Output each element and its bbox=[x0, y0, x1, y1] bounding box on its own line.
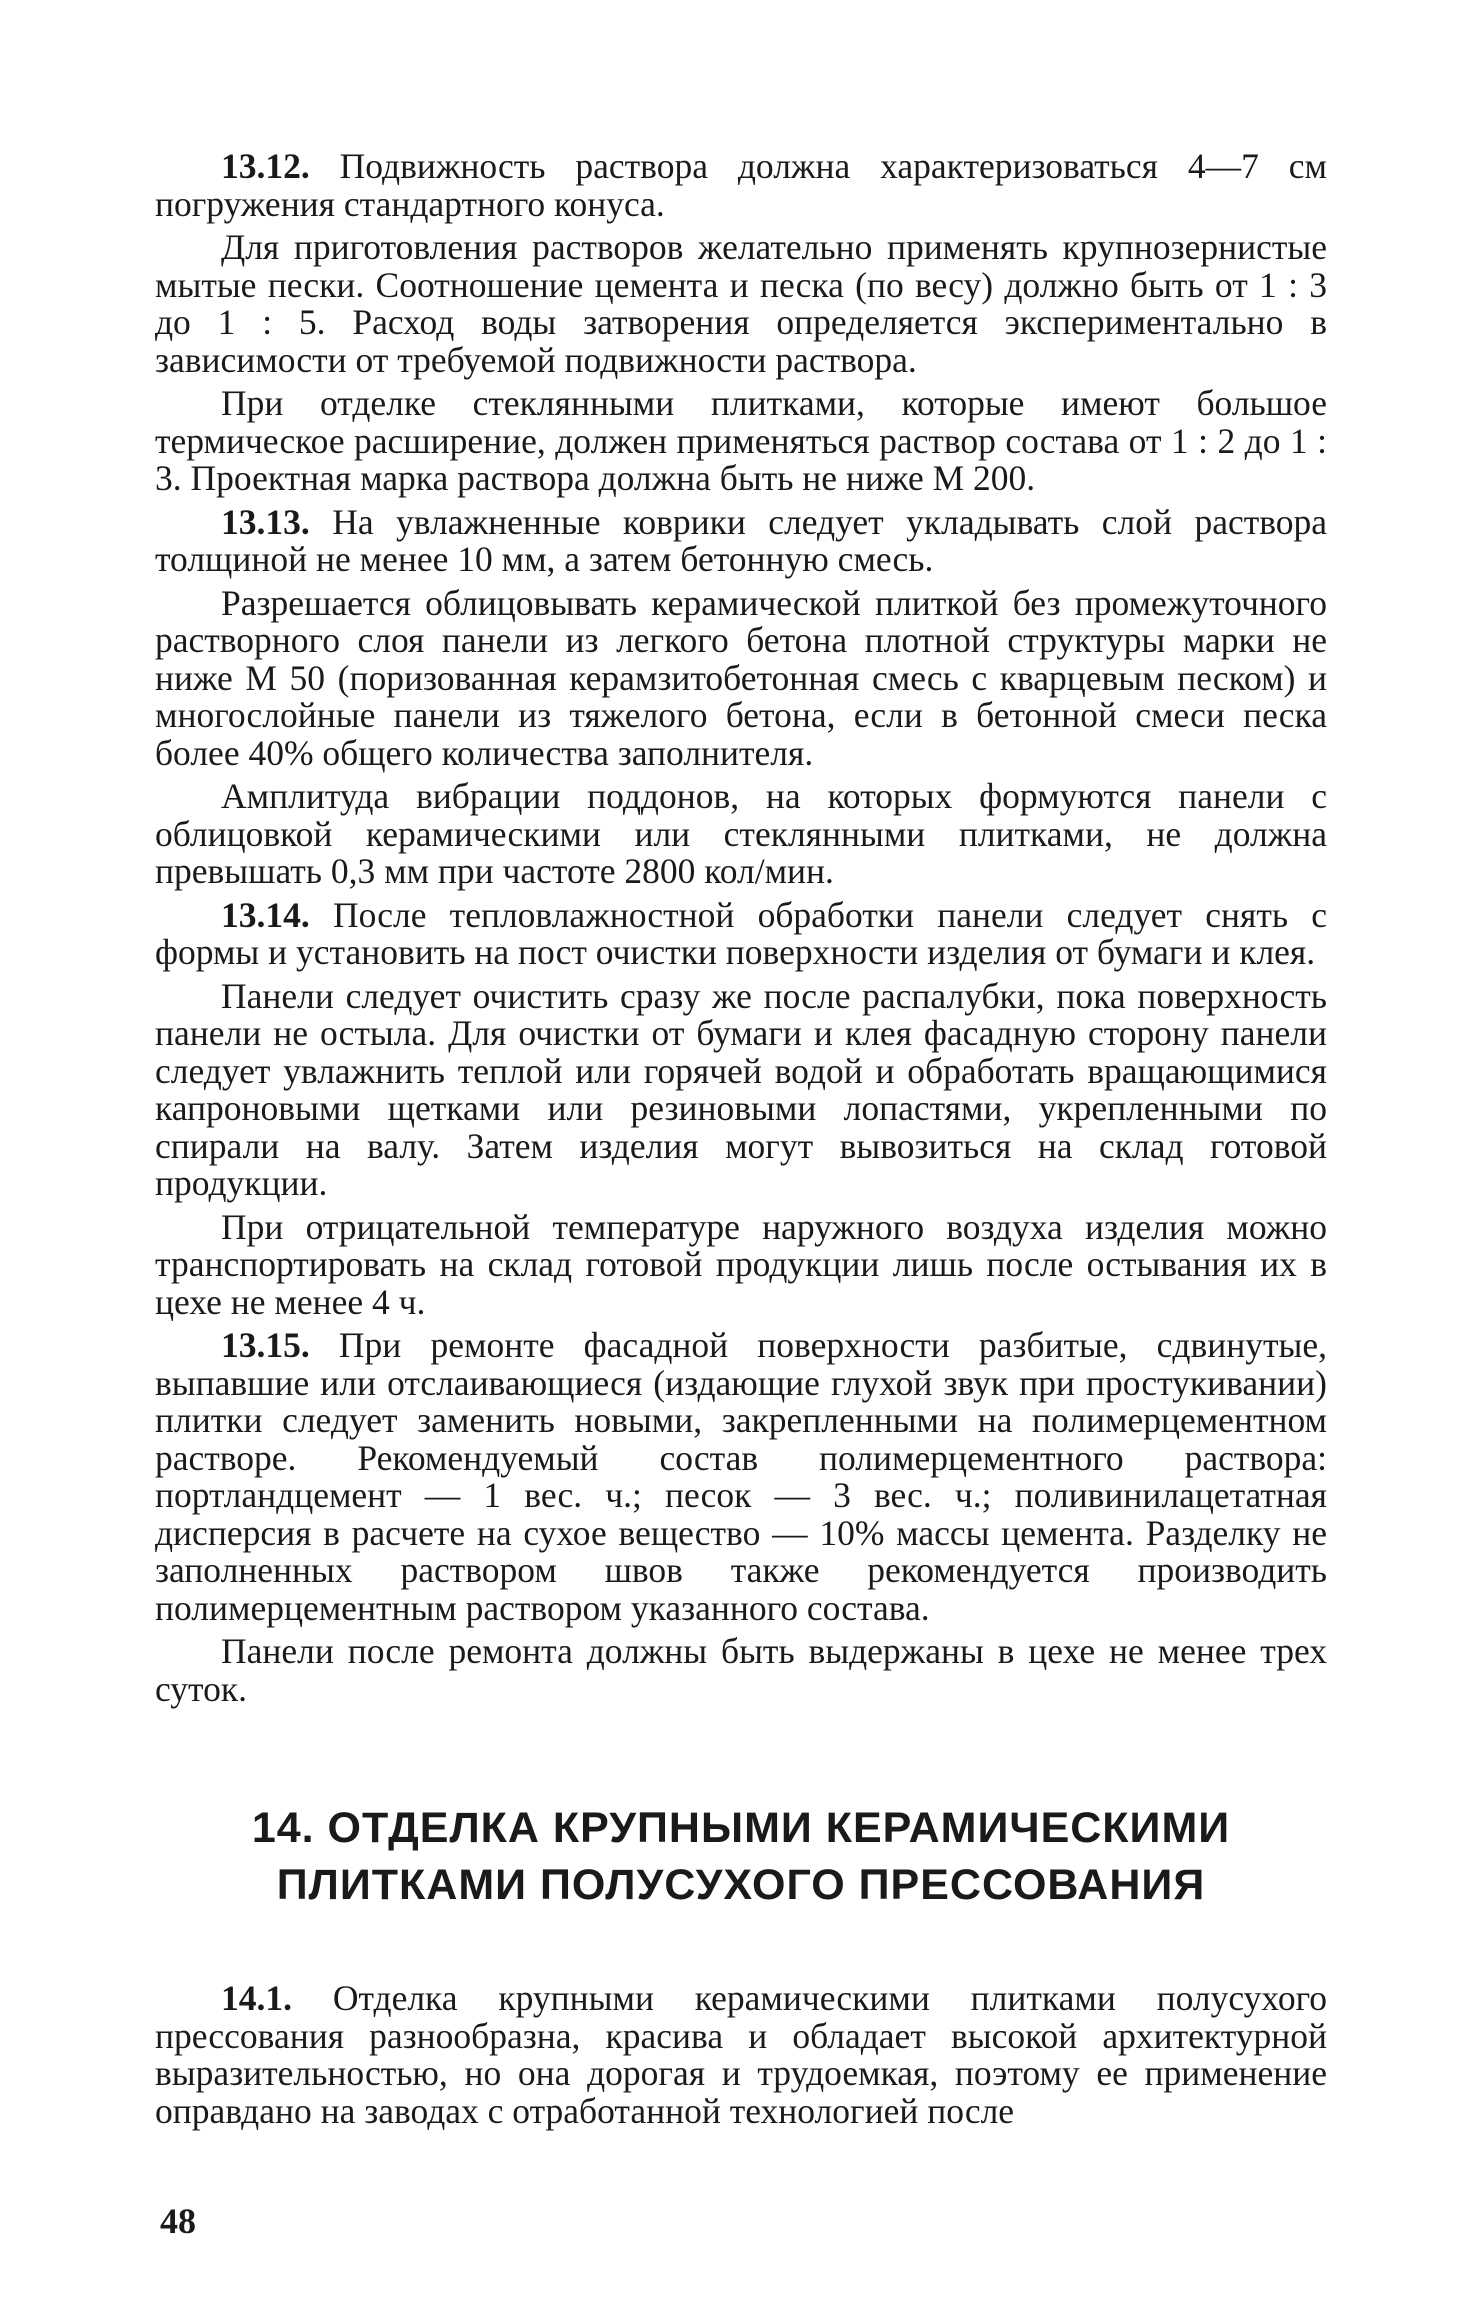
page-number: 48 bbox=[160, 2201, 196, 2241]
paragraph-text: При отрицательной температуре наружного воздуха изделия можно транспортировать на склад готовой продукции лишь после остывания их в цехе не менее 4 ч. bbox=[155, 1206, 1327, 1322]
paragraph-transport bbox=[155, 1206, 1327, 1322]
paragraph-text: Разрешается облицовывать керамической плиткой без промежуточного растворного слоя панели из легкого бетона плотной структуры марки не ниже М 50 (поризованная керамзитобетонная смесь с кварцевым песком) и многослойные панели из тяжелого бетона, если в бетонной смеси песка более 40% общего количества заполнителя. bbox=[155, 582, 1327, 773]
paragraph-13-12 bbox=[155, 148, 1327, 223]
paragraph-vibration bbox=[155, 778, 1327, 891]
paragraph-text: Панели после ремонта должны быть выдержаны в цехе не менее трех суток. bbox=[155, 1631, 1327, 1709]
paragraph-text: На увлажненные коврики следует укладывать слой раствора толщиной не менее 10 мм, а затем бетонную смесь. bbox=[155, 501, 1327, 579]
paragraph-text: Отделка крупными керамическими плитками полусухого прессования разнообразна, красива и обладает высокой архитектурной выразительностью, но она дорогая и трудоемкая, поэтому ее применение оправдано на заводах с отработанной технологией после bbox=[155, 1978, 1328, 2131]
paragraph-text: При отделке стеклянными плитками, которые имеют большое термическое расширение, должен применяться раствор состава от 1 : 2 до 1 : 3. Проектная марка раствора должна быть не ниже М 200. bbox=[155, 383, 1327, 498]
paragraph-text: Амплитуда вибрации поддонов, на которых формуются панели с облицовкой керамическими или стеклянными плитками, не должна превышать 0,3 мм при частоте 2800 кол/мин. bbox=[155, 776, 1327, 891]
clause-number: 13.14. bbox=[221, 894, 310, 935]
section-heading-14 bbox=[155, 1800, 1327, 1914]
paragraph-13-15 bbox=[155, 1327, 1327, 1627]
paragraph-text: Для приготовления растворов желательно применять крупнозернистые мытые пески. Соотношение цемента и песка (по весу) должно быть от 1 : 3 до 1 : 5. Расход воды затворения определяется экспериментально в зависимости от требуемой подвижности раствора. bbox=[155, 227, 1327, 380]
paragraph-sand-ratio bbox=[155, 229, 1327, 379]
paragraph-cleaning bbox=[155, 975, 1327, 1203]
paragraph-14-1 bbox=[155, 1980, 1327, 2130]
paragraph-lightweight-concrete bbox=[155, 582, 1327, 773]
paragraph-text: Панели следует очистить сразу же после распалубки, пока поверхность панели не остыла. Для очистки от бумаги и клея фасадную сторону панели следует увлажнить теплой или горячей водой и обработать вращающимися капроновыми щетками или резиновыми лопастями, укрепленными по спирали на валу. Затем изделия могут вывозиться на склад готовой продукции. bbox=[155, 975, 1327, 1203]
paragraph-text: После тепловлажностной обработки панели следует снять с формы и установить на пост очистки поверхности изделия от бумаги и клея. bbox=[155, 894, 1327, 972]
heading-line-1: 14. ОТДЕЛКА КРУПНЫМИ КЕРАМИЧЕСКИМИ bbox=[251, 1804, 1231, 1852]
paragraph-glass-tiles bbox=[155, 385, 1327, 498]
paragraph-text: Подвижность раствора должна характеризоваться 4—7 см погружения стандартного конуса. bbox=[155, 146, 1327, 224]
paragraph-repair-curing bbox=[155, 1633, 1327, 1708]
clause-number: 13.12. bbox=[221, 146, 310, 186]
clause-number: 13.13. bbox=[221, 501, 310, 542]
page-body bbox=[155, 148, 1327, 2136]
paragraph-13-14 bbox=[155, 894, 1327, 972]
paragraph-text: При ремонте фасадной поверхности разбитые, сдвинутые, выпавшие или отслаивающиеся (издающие глухой звук при простукивании) плитки следует заменить новыми, закрепленными на полимерцементном растворе. Рекомендуемый состав полимерцементного раствора: портландцемент — 1 вес. ч.; песок — 3 вес. ч.; поливинилацетатная дисперсия в расчете на сухое вещество — 10% массы цемента. Разделку не заполненных раствором швов также рекомендуется производить полимерцементным раствором указанного состава. bbox=[155, 1325, 1328, 1628]
paragraph-13-13 bbox=[155, 501, 1327, 579]
heading-line-2: ПЛИТКАМИ ПОЛУСУХОГО ПРЕССОВАНИЯ bbox=[276, 1861, 1206, 1909]
clause-number: 13.15. bbox=[221, 1325, 310, 1365]
clause-number: 14.1. bbox=[221, 1978, 292, 2018]
